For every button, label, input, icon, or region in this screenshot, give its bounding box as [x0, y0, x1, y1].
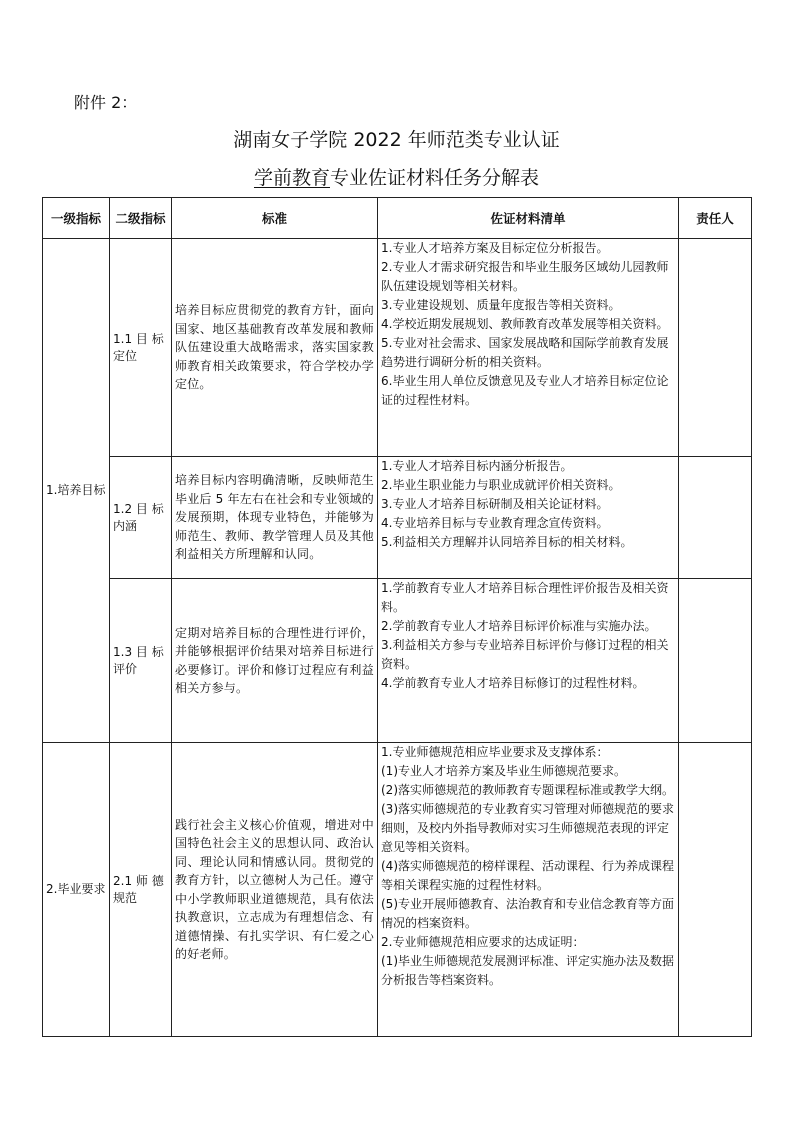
table-header-row [43, 198, 752, 239]
materials-cell [378, 743, 679, 1037]
header-standard: 标准 [172, 198, 378, 239]
major-name: 学前教育 [253, 167, 330, 189]
responsible-cell[interactable] [679, 457, 752, 579]
standard-cell: 定期对培养目标的合理性进行评价，并能够根据评价结果对培养目标进行必要修订。评价和修订过程应有利益相关方参与。 [172, 579, 378, 743]
material-item: (4)落实师德规范的榜样课程、活动课程、行为养成课程等相关课程实施的过程性材料。 [381, 859, 675, 892]
header-responsible: 责任人 [679, 198, 752, 239]
material-item: 4.专业培养目标与专业教育理念宣传资料。 [381, 516, 609, 530]
header-level1: 一级指标 [43, 198, 110, 239]
material-item: (1)毕业生师德规范发展测评标准、评定实施办法及数据分析报告等档案资料。 [381, 954, 675, 987]
table-row [43, 579, 752, 743]
material-item: 2.专业师德规范相应要求的达成证明： [381, 935, 585, 949]
subtitle-rest: 专业佐证材料任务分解表 [330, 167, 540, 189]
document-subtitle [0, 163, 793, 190]
level2-cell: 2.1 师 德规范 [110, 743, 172, 1037]
table-row [43, 239, 752, 457]
material-item: (2)落实师德规范的教师教育专题课程标准或教学大纲。 [381, 783, 675, 797]
material-item: 3.专业建设规划、质量年度报告等相关资料。 [381, 298, 621, 312]
header-level2: 二级指标 [110, 198, 172, 239]
material-item: 1.专业师德规范相应毕业要求及支撑体系： [381, 745, 609, 759]
material-item: 5.利益相关方理解并认同培养目标的相关材料。 [381, 535, 633, 549]
attachment-label: 附件 2： [74, 93, 138, 112]
material-item: 2.学前教育专业人才培养目标评价标准与实施办法。 [381, 619, 657, 633]
material-item: 1.专业人才培养目标内涵分析报告。 [381, 459, 573, 473]
standard-cell: 培养目标内容明确清晰，反映师范生毕业后 5 年左右在社会和专业领域的发展预期，体现专业特色，并能够为师范生、教师、教学管理人员及其他利益相关方所理解和认同。 [172, 457, 378, 579]
material-item: 4.学校近期发展规划、教师教育改革发展等相关资料。 [381, 317, 669, 331]
table-row [43, 743, 752, 1037]
responsible-cell[interactable] [679, 239, 752, 457]
material-item: 1.专业人才培养方案及目标定位分析报告。 [381, 241, 609, 255]
standard-cell: 培养目标应贯彻党的教育方针，面向国家、地区基础教育改革发展和教师队伍建设重大战略需求，落实国家教师教育相关政策要求，符合学校办学定位。 [172, 239, 378, 457]
material-item: 6.毕业生用人单位反馈意见及专业人才培养目标定位论证的过程性材料。 [381, 374, 669, 407]
material-item: 4.学前教育专业人才培养目标修订的过程性材料。 [381, 676, 645, 690]
materials-cell [378, 579, 679, 743]
level2-cell: 1.2 目 标内涵 [110, 457, 172, 579]
material-item: 3.专业人才培养目标研制及相关论证材料。 [381, 497, 609, 511]
header-materials: 佐证材料清单 [378, 198, 679, 239]
material-item: (1)专业人才培养方案及毕业生师德规范要求。 [381, 764, 626, 778]
level2-cell: 1.3 目 标评价 [110, 579, 172, 743]
material-item: 2.专业人才需求研究报告和毕业生服务区域幼儿园教师队伍建设规划等相关材料。 [381, 260, 669, 293]
level1-cell: 2.毕业要求 [43, 743, 110, 1037]
level2-cell: 1.1 目 标定位 [110, 239, 172, 457]
materials-cell [378, 457, 679, 579]
material-item: 5.专业对社会需求、国家发展战略和国际学前教育发展趋势进行调研分析的相关资料。 [381, 336, 669, 369]
responsible-cell[interactable] [679, 579, 752, 743]
material-item: 1.学前教育专业人才培养目标合理性评价报告及相关资料。 [381, 581, 669, 614]
responsible-cell[interactable] [679, 743, 752, 1037]
material-item: (5)专业开展师德教育、法治教育和专业信念教育等方面情况的档案资料。 [381, 897, 675, 930]
table-row [43, 457, 752, 579]
materials-cell [378, 239, 679, 457]
level1-cell: 1.培养目标 [43, 239, 110, 743]
document-title: 湖南女子学院 2022 年师范类专业认证 [233, 129, 560, 151]
material-item: 3.利益相关方参与专业培养目标评价与修订过程的相关资料。 [381, 638, 669, 671]
material-item: 2.毕业生职业能力与职业成就评价相关资料。 [381, 478, 621, 492]
material-item: (3)落实师德规范的专业教育实习管理对师德规范的要求细则，及校内外指导教师对实习生师德规范表现的评定意见等相关资料。 [381, 802, 675, 854]
standard-cell: 践行社会主义核心价值观，增进对中国特色社会主义的思想认同、政治认同、理论认同和情感认同。贯彻党的教育方针，以立德树人为己任。遵守中小学教师职业道德规范，具有依法执教意识，立志成为有理想信念、有道德情操、有扎实学识、有仁爱之心的好老师。 [172, 743, 378, 1037]
task-breakdown-table [42, 197, 752, 1037]
